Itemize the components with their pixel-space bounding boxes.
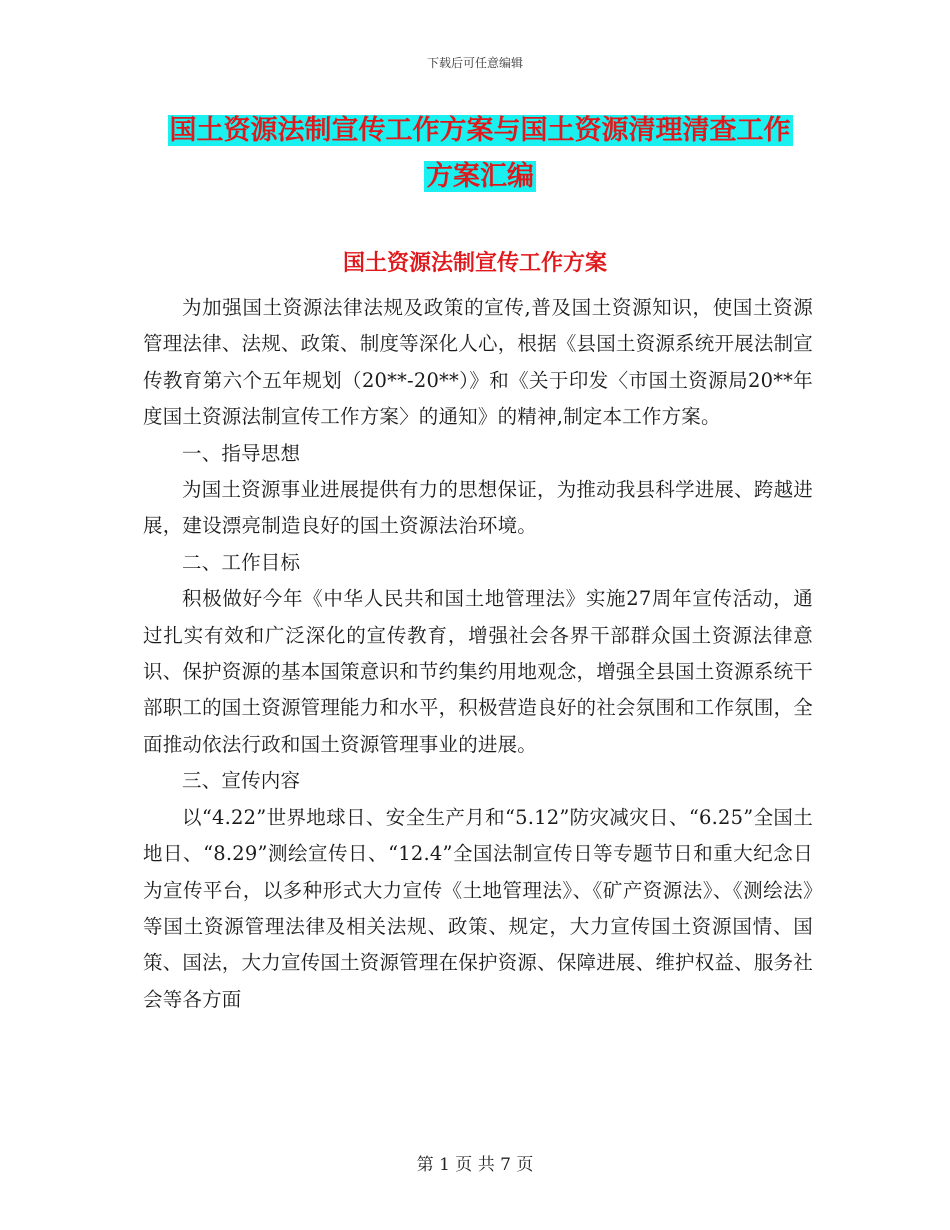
title-line-2: 方案汇编 xyxy=(426,161,534,192)
intro-paragraph: 为加强国土资源法律法规及政策的宣传,普及国土资源知识，使国土资源管理法律、法规、政策、制度等深化人心，根据《县国土资源系统开展法制宣传教育第六个五年规划（20**-20**）》和《关于印发〈市国土资源局20**年度国土资源法制宣传工作方案〉的通知》的精神,制定本工作方案。 xyxy=(143,296,813,429)
section-title: 国土资源法制宣传工作方案 xyxy=(342,250,607,276)
header-note: 下载后可任意编辑 xyxy=(426,56,523,70)
document-body xyxy=(143,290,813,1018)
heading-publicity-content: 三、宣传内容 xyxy=(182,769,301,793)
paragraph-publicity-content: 以“4.22”世界地球日、安全生产月和“5.12”防灾减灾日、“6.25”全国土地日、“8.29”测绘宣传日、“12.4”全国法制宣传日等专题节日和重大纪念日为宣传平台，以多种形式大力宣传《土地管理法》、《矿产资源法》、《测绘法》等国土资源管理法律及相关法规、政策、规定，大力宣传国土资源国情、国策、国法，大力宣传国土资源管理在保护资源、保障进展、维护权益、服务社会等各方面 xyxy=(143,805,813,1011)
paragraph-guiding-ideology: 为国土资源事业进展提供有力的思想保证，为推动我县科学进展、跨越进展，建设漂亮制造良好的国土资源法治环境。 xyxy=(143,478,813,538)
paragraph-work-goals: 积极做好今年《中华人民共和国土地管理法》实施27周年宣传活动，通过扎实有效和广泛深化的宣传教育，增强社会各界干部群众国土资源法律意识、保护资源的基本国策意识和节约集约用地观念，增强全县国土资源系统干部职工的国土资源管理能力和水平，积极营造良好的社会氛围和工作氛围，全面推动依法行政和国土资源管理事业的进展。 xyxy=(143,587,813,756)
title-line-1: 国土资源法制宣传工作方案与国土资源清理清查工作 xyxy=(169,115,791,146)
page-number: 第 1 页 共 7 页 xyxy=(416,1155,534,1175)
document-title xyxy=(140,108,820,200)
heading-work-goals: 二、工作目标 xyxy=(182,550,301,574)
heading-guiding-ideology: 一、指导思想 xyxy=(182,441,301,465)
